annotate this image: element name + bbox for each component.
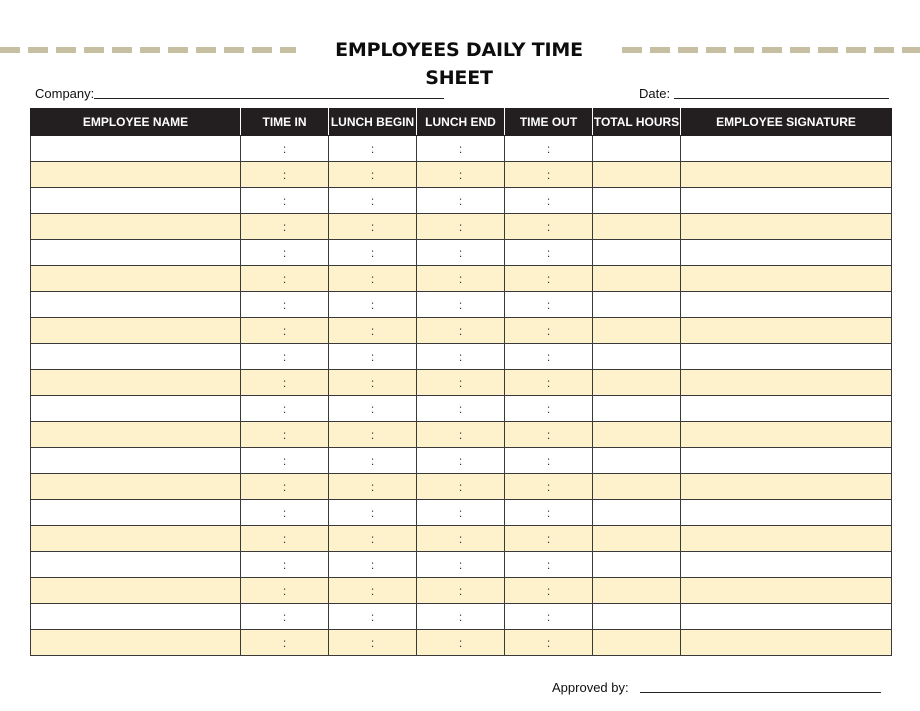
time-out-cell[interactable] xyxy=(505,526,593,552)
employee-signature-cell[interactable] xyxy=(681,318,892,344)
lunch-begin-cell[interactable] xyxy=(329,292,417,318)
time-separator: : xyxy=(546,401,551,416)
time-separator: : xyxy=(282,245,287,260)
lunch-end-cell[interactable] xyxy=(417,240,505,266)
total-hours-cell[interactable] xyxy=(593,266,681,292)
time-separator: : xyxy=(370,583,375,598)
time-separator: : xyxy=(546,427,551,442)
time-out-cell[interactable] xyxy=(505,370,593,396)
employee-name-cell[interactable] xyxy=(31,136,241,162)
table-row xyxy=(31,604,892,630)
lunch-begin-cell[interactable] xyxy=(329,344,417,370)
total-hours-cell[interactable] xyxy=(593,370,681,396)
total-hours-cell[interactable] xyxy=(593,552,681,578)
time-separator: : xyxy=(458,453,463,468)
table-row xyxy=(31,422,892,448)
time-separator: : xyxy=(458,609,463,624)
lunch-begin-cell[interactable] xyxy=(329,396,417,422)
time-separator: : xyxy=(546,323,551,338)
employee-signature-cell[interactable] xyxy=(681,578,892,604)
lunch-end-cell[interactable] xyxy=(417,318,505,344)
employee-signature-cell[interactable] xyxy=(681,188,892,214)
time-separator: : xyxy=(282,531,287,546)
total-hours-cell[interactable] xyxy=(593,162,681,188)
time-separator: : xyxy=(282,323,287,338)
time-in-cell[interactable] xyxy=(241,214,329,240)
employee-name-cell[interactable] xyxy=(31,214,241,240)
time-separator: : xyxy=(282,349,287,364)
time-separator: : xyxy=(282,557,287,572)
time-separator: : xyxy=(282,297,287,312)
time-separator: : xyxy=(370,271,375,286)
lunch-begin-cell[interactable] xyxy=(329,188,417,214)
col-total-hours: TOTAL HOURS xyxy=(593,108,681,136)
lunch-begin-cell[interactable] xyxy=(329,604,417,630)
col-time-out: TIME OUT xyxy=(505,108,593,136)
lunch-end-cell[interactable] xyxy=(417,162,505,188)
time-separator: : xyxy=(546,583,551,598)
lunch-end-cell[interactable] xyxy=(417,630,505,656)
time-separator: : xyxy=(458,193,463,208)
lunch-end-cell[interactable] xyxy=(417,344,505,370)
total-hours-cell[interactable] xyxy=(593,240,681,266)
time-in-cell[interactable] xyxy=(241,578,329,604)
time-out-cell[interactable] xyxy=(505,136,593,162)
lunch-end-cell[interactable] xyxy=(417,500,505,526)
col-lunch-end: LUNCH END xyxy=(417,108,505,136)
employee-signature-cell[interactable] xyxy=(681,474,892,500)
time-in-cell[interactable] xyxy=(241,370,329,396)
time-in-cell[interactable] xyxy=(241,448,329,474)
employee-name-cell[interactable] xyxy=(31,474,241,500)
table-row xyxy=(31,214,892,240)
employee-signature-cell[interactable] xyxy=(681,448,892,474)
total-hours-cell[interactable] xyxy=(593,500,681,526)
lunch-end-cell[interactable] xyxy=(417,474,505,500)
time-separator: : xyxy=(282,401,287,416)
table-row xyxy=(31,240,892,266)
total-hours-cell[interactable] xyxy=(593,526,681,552)
table-row xyxy=(31,474,892,500)
lunch-begin-cell[interactable] xyxy=(329,500,417,526)
time-separator: : xyxy=(458,349,463,364)
time-separator: : xyxy=(546,297,551,312)
col-employee-name: EMPLOYEE NAME xyxy=(31,108,241,136)
lunch-begin-cell[interactable] xyxy=(329,422,417,448)
employee-name-cell[interactable] xyxy=(31,344,241,370)
employee-name-cell[interactable] xyxy=(31,188,241,214)
table-row xyxy=(31,266,892,292)
time-separator: : xyxy=(370,219,375,234)
employee-name-cell[interactable] xyxy=(31,552,241,578)
time-separator: : xyxy=(282,375,287,390)
col-employee-signature: EMPLOYEE SIGNATURE xyxy=(681,108,892,136)
employee-signature-cell[interactable] xyxy=(681,240,892,266)
time-separator: : xyxy=(282,583,287,598)
time-separator: : xyxy=(370,635,375,650)
time-separator: : xyxy=(370,609,375,624)
time-out-cell[interactable] xyxy=(505,552,593,578)
time-separator: : xyxy=(370,505,375,520)
employee-name-cell[interactable] xyxy=(31,604,241,630)
lunch-end-cell[interactable] xyxy=(417,578,505,604)
time-separator: : xyxy=(370,193,375,208)
total-hours-cell[interactable] xyxy=(593,292,681,318)
lunch-begin-cell[interactable] xyxy=(329,552,417,578)
table-row xyxy=(31,292,892,318)
date-field[interactable] xyxy=(674,98,889,99)
time-out-cell[interactable] xyxy=(505,630,593,656)
time-separator: : xyxy=(370,245,375,260)
time-separator: : xyxy=(458,245,463,260)
lunch-begin-cell[interactable] xyxy=(329,448,417,474)
time-separator: : xyxy=(282,453,287,468)
time-in-cell[interactable] xyxy=(241,396,329,422)
time-separator: : xyxy=(546,245,551,260)
total-hours-cell[interactable] xyxy=(593,214,681,240)
lunch-end-cell[interactable] xyxy=(417,214,505,240)
time-separator: : xyxy=(458,427,463,442)
total-hours-cell[interactable] xyxy=(593,604,681,630)
time-out-cell[interactable] xyxy=(505,500,593,526)
time-separator: : xyxy=(370,167,375,182)
lunch-end-cell[interactable] xyxy=(417,396,505,422)
lunch-begin-cell[interactable] xyxy=(329,136,417,162)
time-in-cell[interactable] xyxy=(241,292,329,318)
time-separator: : xyxy=(370,323,375,338)
time-separator: : xyxy=(370,531,375,546)
time-in-cell[interactable] xyxy=(241,344,329,370)
total-hours-cell[interactable] xyxy=(593,448,681,474)
time-in-cell[interactable] xyxy=(241,500,329,526)
time-out-cell[interactable] xyxy=(505,448,593,474)
employee-name-cell[interactable] xyxy=(31,162,241,188)
table-row xyxy=(31,500,892,526)
time-out-cell[interactable] xyxy=(505,162,593,188)
time-separator: : xyxy=(458,167,463,182)
time-in-cell[interactable] xyxy=(241,188,329,214)
employee-signature-cell[interactable] xyxy=(681,630,892,656)
lunch-begin-cell[interactable] xyxy=(329,474,417,500)
header-row xyxy=(31,108,892,136)
employee-name-cell[interactable] xyxy=(31,500,241,526)
time-separator: : xyxy=(458,583,463,598)
employee-name-cell[interactable] xyxy=(31,370,241,396)
lunch-begin-cell[interactable] xyxy=(329,240,417,266)
employee-name-cell[interactable] xyxy=(31,396,241,422)
time-in-cell[interactable] xyxy=(241,266,329,292)
employee-name-cell[interactable] xyxy=(31,526,241,552)
time-separator: : xyxy=(458,297,463,312)
time-separator: : xyxy=(458,219,463,234)
total-hours-cell[interactable] xyxy=(593,422,681,448)
time-separator: : xyxy=(546,219,551,234)
employee-signature-cell[interactable] xyxy=(681,526,892,552)
time-separator: : xyxy=(458,323,463,338)
time-separator: : xyxy=(370,349,375,364)
time-separator: : xyxy=(370,557,375,572)
time-in-cell[interactable] xyxy=(241,318,329,344)
page-title: EMPLOYEES DAILY TIME SHEET xyxy=(335,39,583,89)
lunch-begin-cell[interactable] xyxy=(329,630,417,656)
time-separator: : xyxy=(282,635,287,650)
table-row xyxy=(31,448,892,474)
time-sheet-table xyxy=(30,108,892,656)
lunch-begin-cell[interactable] xyxy=(329,578,417,604)
employee-name-cell[interactable] xyxy=(31,292,241,318)
time-separator: : xyxy=(370,479,375,494)
employee-signature-cell[interactable] xyxy=(681,422,892,448)
lunch-end-cell[interactable] xyxy=(417,604,505,630)
lunch-begin-cell[interactable] xyxy=(329,318,417,344)
title-bar xyxy=(0,36,920,89)
col-time-in: TIME IN xyxy=(241,108,329,136)
time-separator: : xyxy=(546,453,551,468)
time-separator: : xyxy=(370,427,375,442)
employee-signature-cell[interactable] xyxy=(681,552,892,578)
time-out-cell[interactable] xyxy=(505,604,593,630)
time-in-cell[interactable] xyxy=(241,526,329,552)
time-separator: : xyxy=(458,141,463,156)
col-lunch-begin: LUNCH BEGIN xyxy=(329,108,417,136)
time-separator: : xyxy=(370,297,375,312)
time-in-cell[interactable] xyxy=(241,422,329,448)
time-separator: : xyxy=(458,375,463,390)
time-in-cell[interactable] xyxy=(241,604,329,630)
employee-signature-cell[interactable] xyxy=(681,370,892,396)
company-label: Company: xyxy=(35,86,95,101)
employee-signature-cell[interactable] xyxy=(681,344,892,370)
time-separator: : xyxy=(546,505,551,520)
time-separator: : xyxy=(546,271,551,286)
time-separator: : xyxy=(546,193,551,208)
decorative-dash-left xyxy=(0,47,296,53)
total-hours-cell[interactable] xyxy=(593,474,681,500)
employee-signature-cell[interactable] xyxy=(681,214,892,240)
time-separator: : xyxy=(282,505,287,520)
time-separator: : xyxy=(282,193,287,208)
lunch-end-cell[interactable] xyxy=(417,526,505,552)
approved-by-label: Approved by: xyxy=(552,680,629,695)
time-separator: : xyxy=(458,635,463,650)
time-separator: : xyxy=(546,141,551,156)
time-in-cell[interactable] xyxy=(241,552,329,578)
employee-signature-cell[interactable] xyxy=(681,292,892,318)
table-body xyxy=(31,136,892,656)
time-separator: : xyxy=(458,271,463,286)
time-out-cell[interactable] xyxy=(505,266,593,292)
time-separator: : xyxy=(282,609,287,624)
lunch-end-cell[interactable] xyxy=(417,266,505,292)
table-row xyxy=(31,162,892,188)
time-out-cell[interactable] xyxy=(505,240,593,266)
time-separator: : xyxy=(546,167,551,182)
time-separator: : xyxy=(370,141,375,156)
total-hours-cell[interactable] xyxy=(593,630,681,656)
employee-signature-cell[interactable] xyxy=(681,136,892,162)
lunch-begin-cell[interactable] xyxy=(329,370,417,396)
time-separator: : xyxy=(370,453,375,468)
lunch-end-cell[interactable] xyxy=(417,448,505,474)
time-in-cell[interactable] xyxy=(241,630,329,656)
employee-signature-cell[interactable] xyxy=(681,266,892,292)
approved-by-field[interactable] xyxy=(640,692,881,693)
date-label: Date: xyxy=(639,86,671,101)
time-out-cell[interactable] xyxy=(505,214,593,240)
table-row xyxy=(31,552,892,578)
time-separator: : xyxy=(546,531,551,546)
time-separator: : xyxy=(282,427,287,442)
time-out-cell[interactable] xyxy=(505,344,593,370)
time-out-cell[interactable] xyxy=(505,474,593,500)
lunch-begin-cell[interactable] xyxy=(329,214,417,240)
time-separator: : xyxy=(546,349,551,364)
time-in-cell[interactable] xyxy=(241,240,329,266)
total-hours-cell[interactable] xyxy=(593,318,681,344)
lunch-end-cell[interactable] xyxy=(417,188,505,214)
employee-name-cell[interactable] xyxy=(31,448,241,474)
time-separator: : xyxy=(282,167,287,182)
time-separator: : xyxy=(458,401,463,416)
employee-name-cell[interactable] xyxy=(31,240,241,266)
time-separator: : xyxy=(282,219,287,234)
time-out-cell[interactable] xyxy=(505,578,593,604)
time-separator: : xyxy=(546,557,551,572)
employee-name-cell[interactable] xyxy=(31,266,241,292)
time-separator: : xyxy=(282,141,287,156)
employee-signature-cell[interactable] xyxy=(681,396,892,422)
lunch-end-cell[interactable] xyxy=(417,552,505,578)
time-separator: : xyxy=(282,479,287,494)
table-row xyxy=(31,136,892,162)
employee-name-cell[interactable] xyxy=(31,578,241,604)
time-out-cell[interactable] xyxy=(505,422,593,448)
time-out-cell[interactable] xyxy=(505,318,593,344)
lunch-begin-cell[interactable] xyxy=(329,162,417,188)
time-separator: : xyxy=(546,609,551,624)
table-row xyxy=(31,526,892,552)
total-hours-cell[interactable] xyxy=(593,136,681,162)
total-hours-cell[interactable] xyxy=(593,344,681,370)
total-hours-cell[interactable] xyxy=(593,188,681,214)
table-row xyxy=(31,344,892,370)
time-separator: : xyxy=(370,375,375,390)
employee-signature-cell[interactable] xyxy=(681,162,892,188)
employee-name-cell[interactable] xyxy=(31,422,241,448)
decorative-dash-right xyxy=(622,47,920,53)
time-in-cell[interactable] xyxy=(241,474,329,500)
lunch-begin-cell[interactable] xyxy=(329,266,417,292)
table-row xyxy=(31,630,892,656)
total-hours-cell[interactable] xyxy=(593,396,681,422)
table-row xyxy=(31,318,892,344)
lunch-end-cell[interactable] xyxy=(417,136,505,162)
lunch-begin-cell[interactable] xyxy=(329,526,417,552)
employee-name-cell[interactable] xyxy=(31,630,241,656)
employee-signature-cell[interactable] xyxy=(681,500,892,526)
time-out-cell[interactable] xyxy=(505,292,593,318)
time-separator: : xyxy=(458,479,463,494)
lunch-end-cell[interactable] xyxy=(417,292,505,318)
employee-name-cell[interactable] xyxy=(31,318,241,344)
time-separator: : xyxy=(370,401,375,416)
time-separator: : xyxy=(458,531,463,546)
lunch-end-cell[interactable] xyxy=(417,422,505,448)
company-field[interactable] xyxy=(94,98,444,99)
time-in-cell[interactable] xyxy=(241,162,329,188)
table-row xyxy=(31,188,892,214)
table-row xyxy=(31,370,892,396)
employee-signature-cell[interactable] xyxy=(681,604,892,630)
time-separator: : xyxy=(282,271,287,286)
time-in-cell[interactable] xyxy=(241,136,329,162)
time-separator: : xyxy=(546,635,551,650)
lunch-end-cell[interactable] xyxy=(417,370,505,396)
time-separator: : xyxy=(546,375,551,390)
time-out-cell[interactable] xyxy=(505,396,593,422)
time-separator: : xyxy=(458,557,463,572)
table-row xyxy=(31,396,892,422)
table-row xyxy=(31,578,892,604)
time-out-cell[interactable] xyxy=(505,188,593,214)
time-separator: : xyxy=(458,505,463,520)
total-hours-cell[interactable] xyxy=(593,578,681,604)
time-separator: : xyxy=(546,479,551,494)
